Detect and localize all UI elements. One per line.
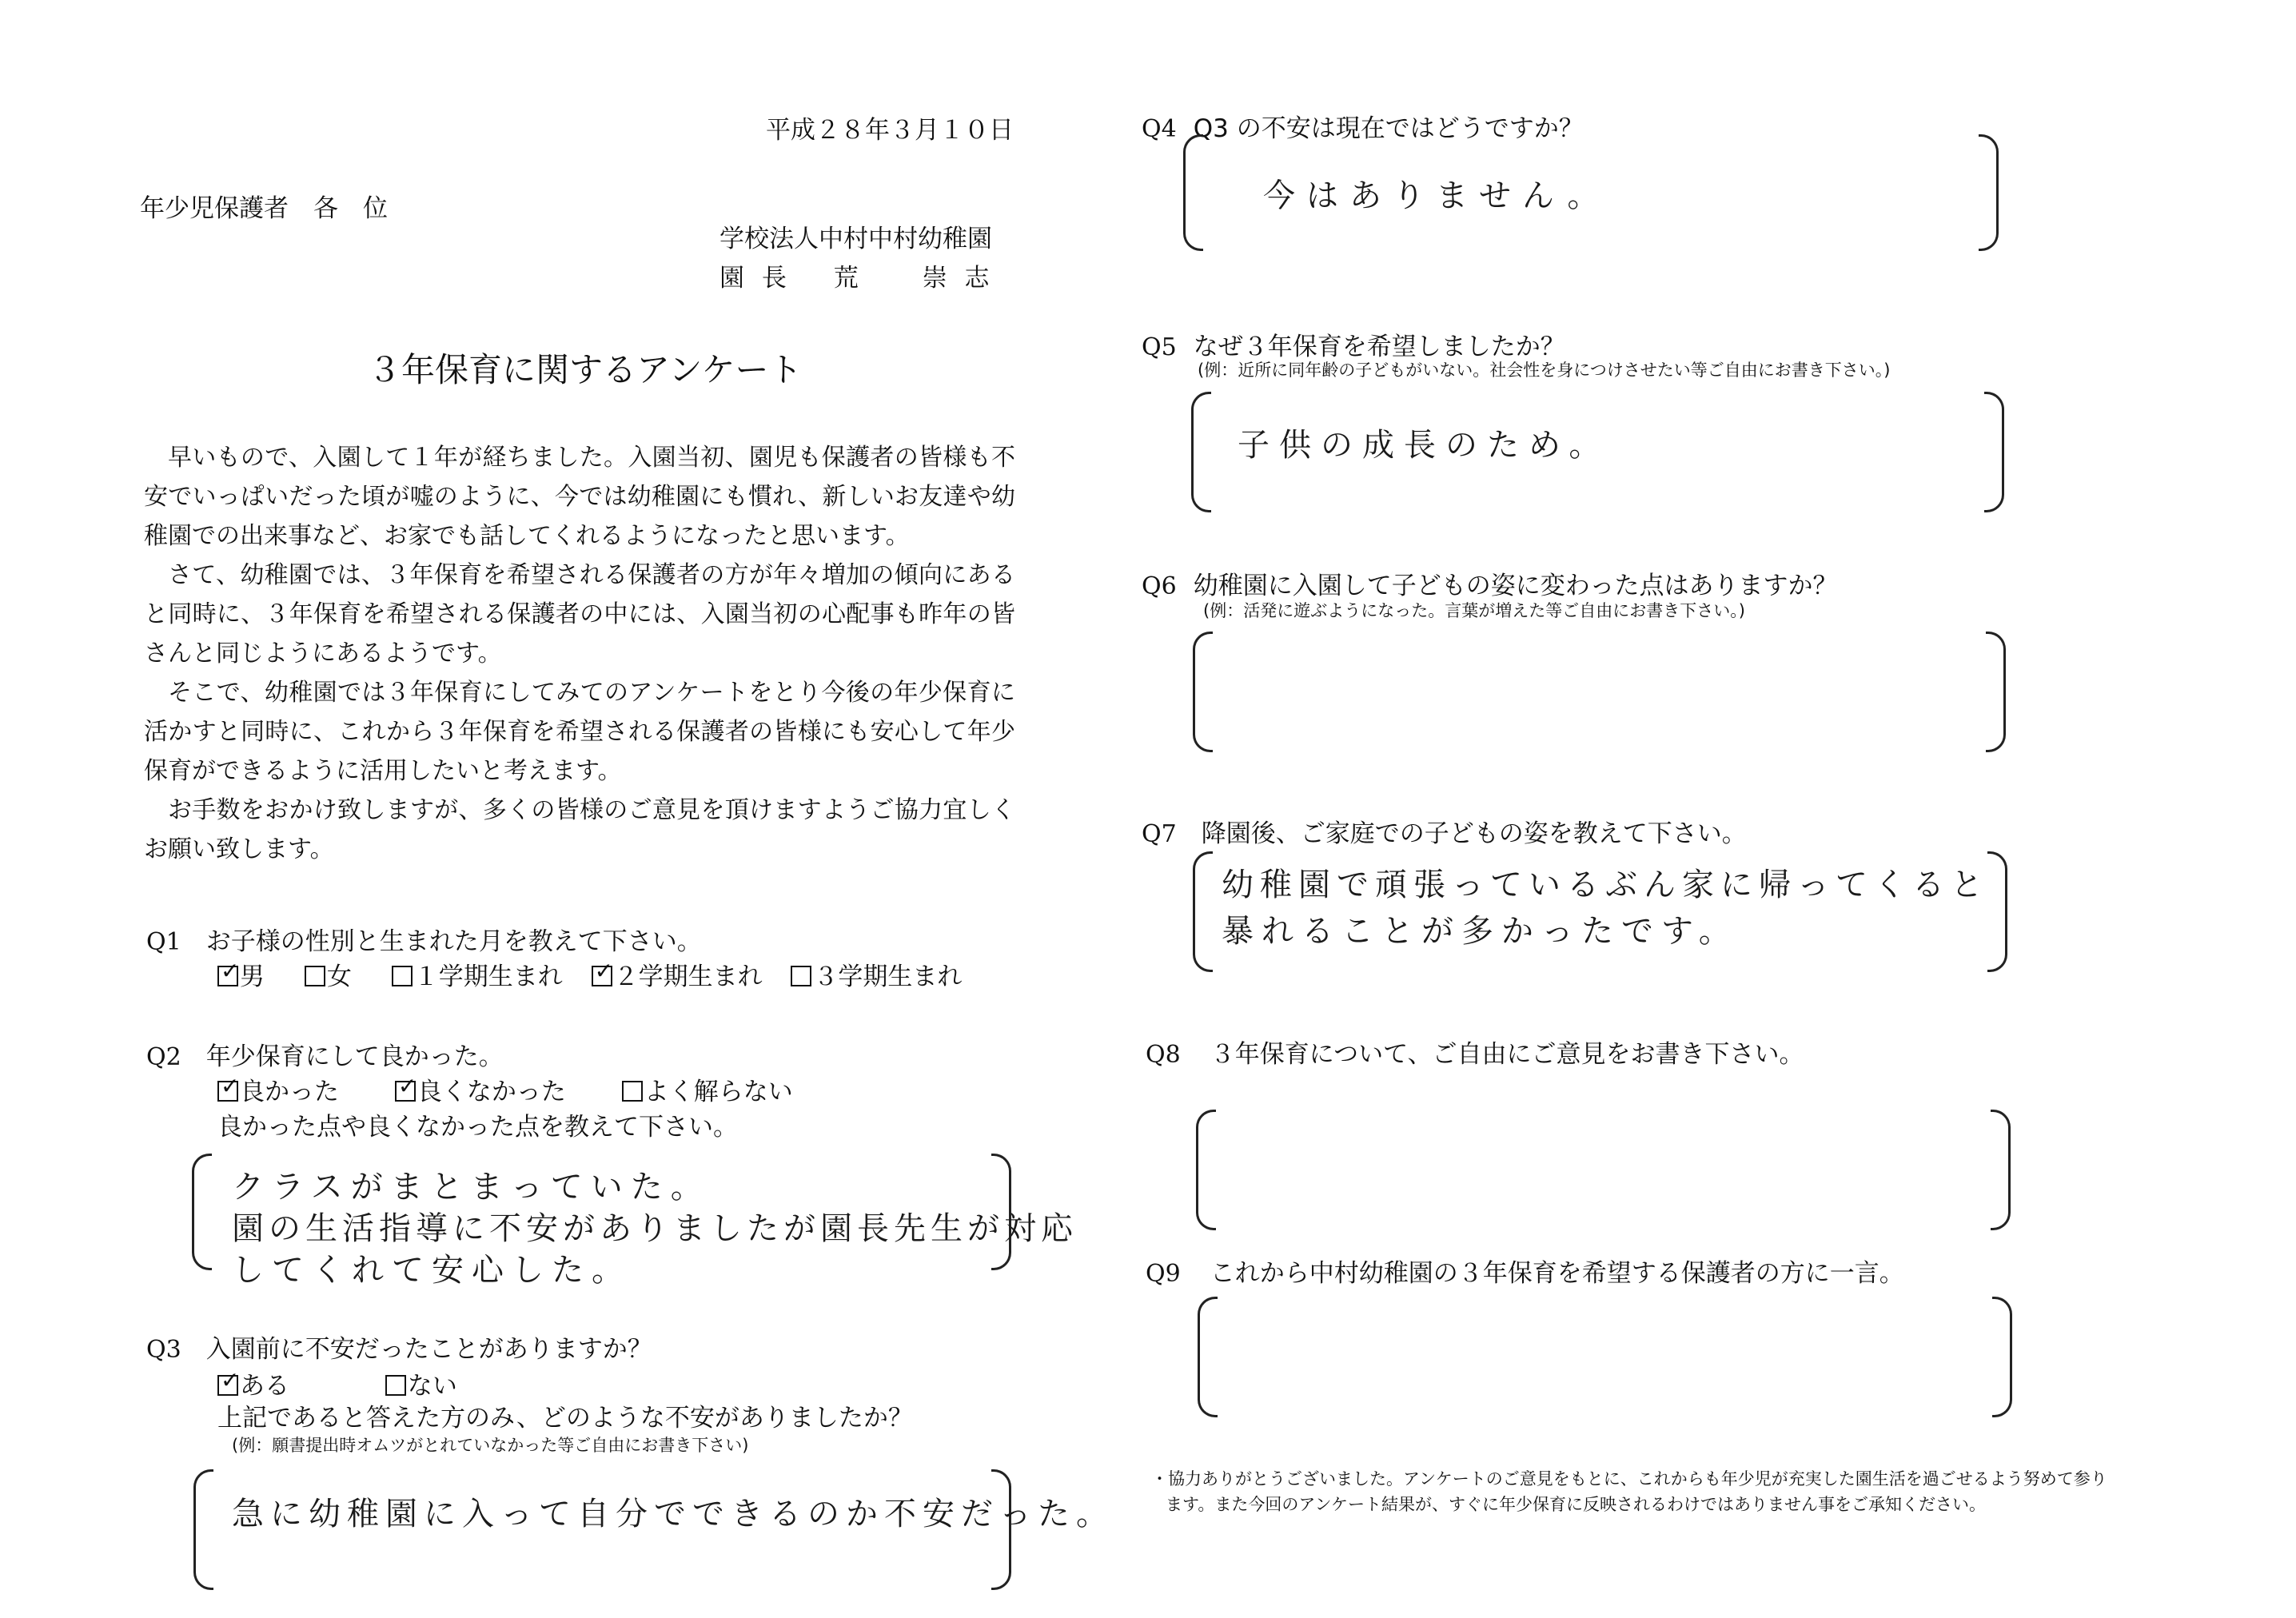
answer-box-left-bracket <box>1183 134 1203 251</box>
question-number: Q2 <box>146 1043 181 1071</box>
answer-box-left-bracket <box>1198 1297 1218 1417</box>
question-text: Q3 の不安は現在ではどうですか？ <box>1193 114 1584 143</box>
q2-options <box>217 1071 793 1107</box>
q7-answer-line: 幼稚園で頑張っているぶん家に帰ってくると <box>1222 867 1989 903</box>
principal-name: 園 長 荒 崇 志 <box>719 264 995 293</box>
checkbox-icon[interactable] <box>791 966 811 986</box>
q1-options <box>217 956 962 992</box>
checkbox-icon[interactable] <box>305 966 325 986</box>
option-no[interactable]: ない <box>385 1372 457 1401</box>
q5-example: (例：近所に同年齢の子どもがいない。社会性を身につけさせたい等ご自由にお書き下さい。) <box>1198 361 1891 380</box>
answer-box-right-bracket <box>1991 1110 2011 1230</box>
question-9 <box>1146 1253 1904 1289</box>
q6-example: (例：活発に遊ぶようになった。言葉が増えた等ご自由にお書き下さい。) <box>1203 601 1745 620</box>
answer-box-left-bracket <box>192 1154 212 1270</box>
checkbox-icon[interactable] <box>622 1081 643 1102</box>
answer-box-right-bracket <box>1986 632 2006 752</box>
question-text: これから中村幼稚園の３年保育を希望する保護者の方に一言。 <box>1210 1259 1904 1288</box>
option-term3[interactable]: ３学期生まれ <box>791 962 962 991</box>
question-number: Q9 <box>1146 1260 1181 1288</box>
intro-paragraph: 早いもので、入園して１年が経ちました。入園当初、園児も保護者の皆様も不安でいっぱいだった頃が嘘のように、今では幼稚園にも慣れ、新しいお友達や幼稚園での出来事など、お家でも話してくれるようになったと思います。 <box>144 444 1015 550</box>
option-term2[interactable]: ✓ ２学期生まれ <box>592 962 763 991</box>
question-number: Q7 <box>1142 820 1177 848</box>
answer-box-left-bracket <box>1193 851 1213 972</box>
checkbox-checked-icon[interactable] <box>217 1081 238 1102</box>
option-good[interactable]: ✓良かった <box>217 1078 339 1106</box>
q5-answer-line: 子供の成長のため。 <box>1238 427 1611 464</box>
question-number: Q5 <box>1142 333 1177 361</box>
question-2 <box>146 1036 504 1072</box>
intro-paragraph: さて、幼稚園では、３年保育を希望される保護者の方が年々増加の傾向にあると同時に、３年保育を希望される保護者の中には、入園当初の心配事も昨年の皆さんと同じようにあるようです。 <box>144 561 1015 668</box>
question-number: Q3 <box>146 1336 181 1364</box>
checkbox-checked-icon[interactable] <box>217 1375 238 1396</box>
question-text: 降園後、ご家庭での子どもの姿を教えて下さい。 <box>1201 819 1747 848</box>
checkbox-checked-icon[interactable] <box>592 966 612 986</box>
answer-box-right-bracket <box>1992 1297 2012 1417</box>
question-1 <box>146 921 702 957</box>
question-number: Q6 <box>1142 572 1177 600</box>
question-text: 入園前に不安だったことがありますか？ <box>205 1335 652 1364</box>
q3-options <box>217 1365 457 1401</box>
answer-box-right-bracket <box>1979 134 1999 251</box>
option-not-good[interactable]: ✓ 良くなかった <box>395 1078 566 1106</box>
option-yes[interactable]: ✓ある <box>217 1372 289 1401</box>
checkbox-icon[interactable] <box>385 1375 406 1396</box>
q3-subquestion: 上記であると答えた方のみ、どのような不安がありましたか？ <box>217 1404 913 1433</box>
answer-box-right-bracket <box>1984 392 2004 512</box>
school-name: 学校法人中村中村幼稚園 <box>719 225 992 253</box>
q3-example: (例：願書提出時オムツがとれていなかった等ご自由にお書き下さい) <box>232 1436 749 1455</box>
intro-paragraph: そこで、幼稚園では３年保育にしてみてのアンケートをとり今後の年少保育に活かすと同時に、これから３年保育を希望される保護者の皆様にも安心して年少保育ができるように活用したいと考えます。 <box>144 679 1015 785</box>
q3-answer-line: 急に幼稚園に入って自分でできるのか不安だった。 <box>232 1496 1114 1532</box>
answer-box-left-bracket <box>1191 392 1211 512</box>
answer-box-left-bracket <box>1196 1110 1216 1230</box>
question-text: 幼稚園に入園して子どもの姿に変わった点はありますか？ <box>1193 572 1838 600</box>
option-female[interactable]: 女 <box>305 962 352 991</box>
checkbox-icon[interactable] <box>392 966 413 986</box>
q2-subquestion: 良かった点や良くなかった点を教えて下さい。 <box>217 1113 738 1142</box>
document-date: 平成２８年３月１０日 <box>766 116 1014 145</box>
recipient-line: 年少児保護者 各 位 <box>140 194 388 223</box>
intro-text <box>144 438 1015 869</box>
question-number: Q1 <box>146 928 181 956</box>
footer-note: ・協力ありがとうございました。アンケートのご意見をもとに、これからも年少児が充実した園生活を過ごせるよう努めて参り <box>1151 1469 2107 1488</box>
question-text: なぜ３年保育を希望しましたか？ <box>1193 333 1565 361</box>
question-number: Q8 <box>1146 1041 1181 1069</box>
checkbox-checked-icon[interactable] <box>395 1081 416 1102</box>
q2-answer-line: 園の生活指導に不安がありましたが園長先生が対応 <box>232 1210 1078 1247</box>
option-male[interactable]: ✓男 <box>217 962 265 991</box>
question-6 <box>1142 565 1837 601</box>
answer-box-left-bracket <box>193 1469 213 1590</box>
question-number: Q4 <box>1142 115 1177 143</box>
question-text: ３年保育について、ご自由にご意見をお書き下さい。 <box>1210 1040 1804 1069</box>
answer-box-right-bracket <box>1987 851 2007 972</box>
checkbox-checked-icon[interactable] <box>217 966 238 986</box>
footer-note: ます。また今回のアンケート結果が、すぐに年少保育に反映されるわけではありません事をご承知ください。 <box>1166 1495 1987 1514</box>
question-text: 年少保育にして良かった。 <box>205 1042 504 1071</box>
question-text: お子様の性別と生まれた月を教えて下さい。 <box>205 927 702 956</box>
question-7 <box>1142 813 1747 849</box>
question-4 <box>1142 108 1584 144</box>
page-title: ３年保育に関するアンケート <box>368 350 803 389</box>
q7-answer-line: 暴れることが多かったです。 <box>1222 913 1739 950</box>
answer-box-left-bracket <box>1193 632 1213 752</box>
q4-answer-line: 今はありません。 <box>1263 177 1611 214</box>
option-term1[interactable]: １学期生まれ <box>392 962 563 991</box>
question-3 <box>146 1329 652 1365</box>
intro-paragraph: お手数をおかけ致しますが、多くの皆様のご意見を頂けますようご協力宜しくお願い致します。 <box>144 796 1015 863</box>
q2-answer-line: クラスがまとまっていた。 <box>232 1169 711 1206</box>
option-not-sure[interactable]: よく解らない <box>622 1078 793 1106</box>
q2-answer-line: してくれて安心した。 <box>232 1252 632 1289</box>
question-8 <box>1146 1034 1804 1070</box>
